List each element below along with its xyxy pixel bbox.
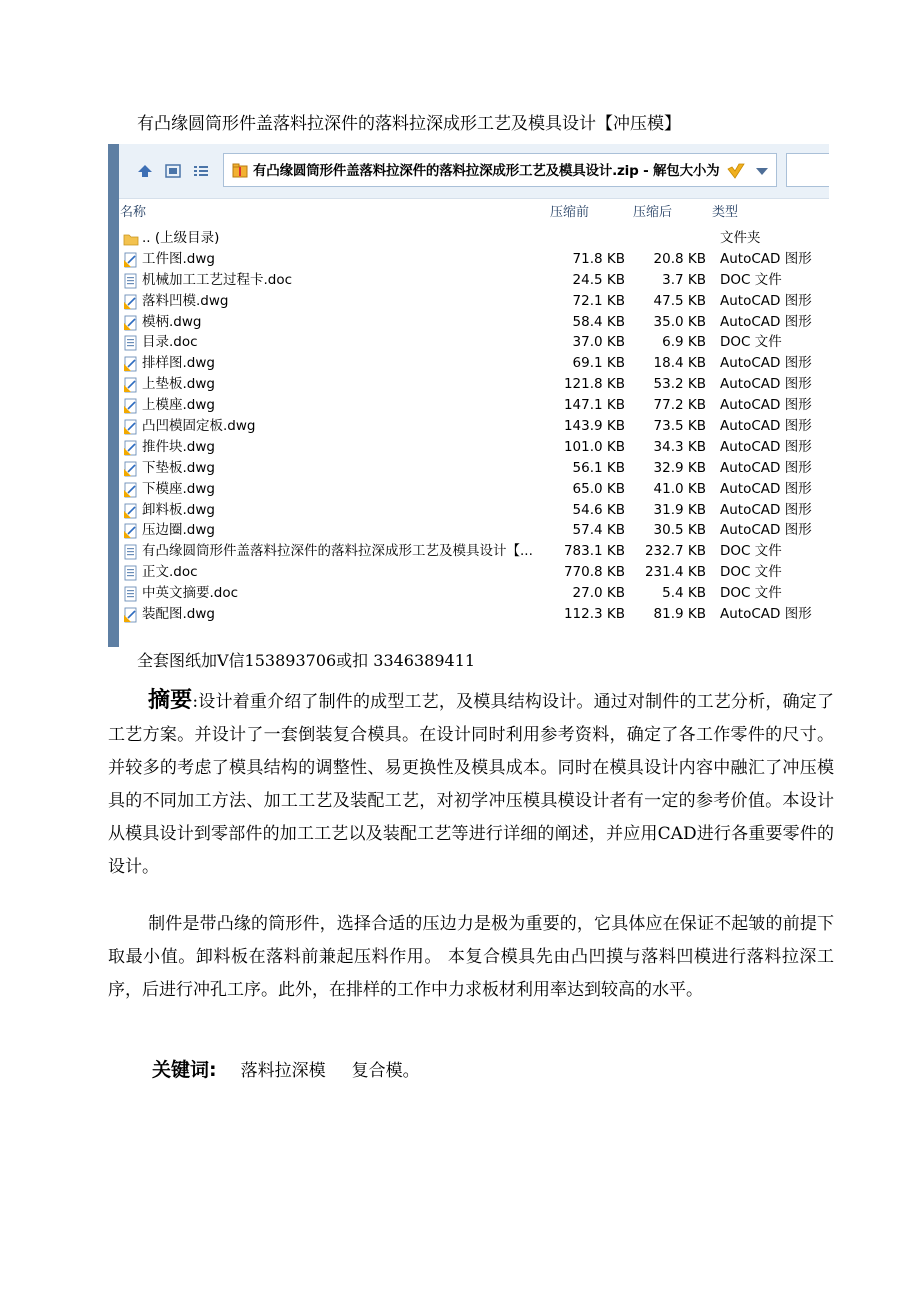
file-compressed-size: 81.9 KB [653, 606, 706, 623]
file-compressed-size: 32.9 KB [653, 459, 706, 476]
file-compressed-size: 18.4 KB [653, 355, 706, 372]
file-type: DOC 文件 [720, 334, 782, 351]
keywords-label: 关键词: [152, 1059, 217, 1081]
up-arrow-icon[interactable] [136, 163, 154, 179]
file-size: 783.1 KB [563, 543, 625, 560]
file-compressed-size: 30.5 KB [653, 522, 706, 539]
abstract-text: :设计着重介绍了制件的成型工艺，及模具结构设计。通过对制件的工艺分析，确定了工艺方案。并设计了一套倒装复合模具。在设计同时利用参考资料，确定了各工作零件的尺寸。并较多的考虑了模具结构的调整性、易更换性及模具成本。同时在模具设计内容中融汇了冲压模具的不同加工方法、加工工艺及装配工艺，对初学冲压模具模设计者有一定的参考价值。本设计从模具设计到零部件的加工工艺以及装配工艺等进行详细的阐述，并应用CAD进行各重要零件的设计。 [108, 692, 834, 877]
column-header-type[interactable]: 类型 [712, 205, 739, 220]
file-compressed-size: 53.2 KB [653, 376, 706, 393]
file-row[interactable] [119, 583, 829, 604]
file-row[interactable] [119, 249, 829, 270]
file-type: AutoCAD 图形 [720, 438, 812, 455]
file-name: 机械加工工艺过程卡.doc [142, 271, 293, 288]
file-row[interactable] [119, 541, 829, 562]
file-name: 装配图.dwg [142, 606, 215, 623]
file-name: 排样图.dwg [142, 355, 215, 372]
file-size: 112.3 KB [563, 606, 625, 623]
file-row[interactable] [119, 458, 829, 479]
dwg-file-icon [123, 461, 139, 477]
file-compressed-size: 6.9 KB [662, 334, 706, 351]
file-name: 下垫板.dwg [142, 459, 215, 476]
file-compressed-size: 20.8 KB [653, 250, 706, 267]
file-size: 58.4 KB [572, 313, 625, 330]
file-name: 卸料板.dwg [142, 501, 215, 518]
file-size: 121.8 KB [563, 376, 625, 393]
file-compressed-size: 35.0 KB [653, 313, 706, 330]
file-row[interactable] [119, 562, 829, 583]
file-row[interactable] [119, 291, 829, 312]
file-compressed-size: 34.3 KB [653, 438, 706, 455]
file-size: 56.1 KB [572, 459, 625, 476]
file-type: AutoCAD 图形 [720, 292, 812, 309]
dwg-file-icon [123, 503, 139, 519]
chevron-down-icon[interactable] [755, 166, 769, 176]
file-row[interactable] [119, 312, 829, 333]
file-row[interactable] [119, 228, 829, 249]
checkmark-icon [726, 162, 746, 180]
file-row[interactable] [119, 395, 829, 416]
dwg-file-icon [123, 377, 139, 393]
file-row[interactable] [119, 604, 829, 625]
doc-file-icon [123, 586, 139, 602]
file-name: 上垫板.dwg [142, 376, 215, 393]
file-name: 正文.doc [142, 564, 198, 581]
file-size: 27.0 KB [572, 585, 625, 602]
doc-file-icon [123, 544, 139, 560]
abstract-paragraph-2-text: 制件是带凸缘的筒形件，选择合适的压边力是极为重要的，它具体应在保证不起皱的前提下取最小值。卸料板在落料前兼起压料作用。 本复合模具先由凸凹摸与落料凹模进行落料拉深工序，后进行冲孔工序。此外，在排样的工作中力求板材利用率达到较高的水平。 [108, 914, 834, 1000]
column-headers [119, 202, 829, 224]
file-size: 72.1 KB [572, 292, 625, 309]
file-type: AutoCAD 图形 [720, 522, 812, 539]
window-edge [108, 144, 119, 647]
file-row[interactable] [119, 479, 829, 500]
file-name: 工件图.dwg [142, 250, 215, 267]
file-row[interactable] [119, 520, 829, 541]
zip-archive-icon [232, 163, 248, 178]
file-type: DOC 文件 [720, 585, 782, 602]
file-compressed-size: 5.4 KB [662, 585, 706, 602]
file-size: 147.1 KB [563, 397, 625, 414]
file-size: 57.4 KB [572, 522, 625, 539]
abstract-label: 摘要 [148, 688, 193, 713]
file-type: DOC 文件 [720, 543, 782, 560]
file-type: DOC 文件 [720, 271, 782, 288]
contact-line: 全套图纸加V信153893706或扣 3346389411 [137, 651, 476, 670]
file-type: AutoCAD 图形 [720, 355, 812, 372]
file-name: 下模座.dwg [142, 480, 215, 497]
file-size: 65.0 KB [572, 480, 625, 497]
file-name: 压边圈.dwg [142, 522, 215, 539]
file-compressed-size: 77.2 KB [653, 397, 706, 414]
file-compressed-size: 232.7 KB [644, 543, 706, 560]
archive-path: 有凸缘圆筒形件盖落料拉深件的落料拉深成形工艺及模具设计.zip - 解包大小为 [253, 163, 720, 179]
file-type: AutoCAD 图形 [720, 606, 812, 623]
doc-file-icon [123, 565, 139, 581]
file-row[interactable] [119, 353, 829, 374]
dwg-file-icon [123, 294, 139, 310]
file-row[interactable] [119, 332, 829, 353]
dwg-file-icon [123, 315, 139, 331]
file-type: AutoCAD 图形 [720, 313, 812, 330]
dwg-file-icon [123, 607, 139, 623]
keyword: 落料拉深模 [240, 1061, 326, 1081]
file-compressed-size: 31.9 KB [653, 501, 706, 518]
file-name: 模柄.dwg [142, 313, 202, 330]
file-name: 上模座.dwg [142, 397, 215, 414]
doc-file-icon [123, 335, 139, 351]
file-type: DOC 文件 [720, 564, 782, 581]
column-header-size[interactable]: 压缩前 [550, 205, 590, 220]
column-header-name[interactable]: 名称 [120, 205, 147, 220]
file-row[interactable] [119, 500, 829, 521]
details-view-icon[interactable] [164, 163, 182, 179]
file-compressed-size: 41.0 KB [653, 480, 706, 497]
keywords-line [152, 1054, 752, 1088]
file-type: AutoCAD 图形 [720, 459, 812, 476]
archive-window [108, 144, 829, 647]
abstract-paragraph [108, 684, 834, 884]
file-name: 中英文摘要.doc [142, 585, 239, 602]
dwg-file-icon [123, 482, 139, 498]
file-compressed-size: 3.7 KB [662, 271, 706, 288]
keyword: 复合模。 [351, 1061, 420, 1081]
doc-file-icon [123, 273, 139, 289]
file-type: AutoCAD 图形 [720, 501, 812, 518]
file-compressed-size: 231.4 KB [644, 564, 706, 581]
dwg-file-icon [123, 419, 139, 435]
file-size: 770.8 KB [563, 564, 625, 581]
file-name: 落料凹模.dwg [142, 292, 229, 309]
file-name: 目录.doc [142, 334, 198, 351]
file-name: 凸凹模固定板.dwg [142, 418, 256, 435]
file-size: 24.5 KB [572, 271, 625, 288]
file-list [119, 228, 829, 625]
file-row[interactable] [119, 270, 829, 291]
file-type: AutoCAD 图形 [720, 418, 812, 435]
file-size: 54.6 KB [572, 501, 625, 518]
toolbar [119, 144, 829, 199]
file-row[interactable] [119, 374, 829, 395]
dwg-file-icon [123, 523, 139, 539]
dwg-file-icon [123, 440, 139, 456]
file-compressed-size: 47.5 KB [653, 292, 706, 309]
document-title: 有凸缘圆筒形件盖落料拉深件的落料拉深成形工艺及模具设计【冲压模】 [137, 114, 681, 134]
file-name: 有凸缘圆筒形件盖落料拉深件的落料拉深成形工艺及模具设计【... [142, 543, 533, 560]
file-size: 69.1 KB [572, 355, 625, 372]
dwg-file-icon [123, 252, 139, 268]
path-bar[interactable] [223, 153, 777, 187]
file-type: 文件夹 [720, 230, 761, 246]
folder-icon [123, 231, 139, 247]
dwg-file-icon [123, 356, 139, 372]
file-size: 143.9 KB [563, 418, 625, 435]
file-size: 101.0 KB [563, 438, 625, 455]
file-type: AutoCAD 图形 [720, 480, 812, 497]
file-type: AutoCAD 图形 [720, 397, 812, 414]
file-name: .. (上级目录) [142, 230, 220, 246]
dwg-file-icon [123, 398, 139, 414]
file-compressed-size: 73.5 KB [653, 418, 706, 435]
file-row[interactable] [119, 437, 829, 458]
file-row[interactable] [119, 416, 829, 437]
file-size: 37.0 KB [572, 334, 625, 351]
abstract-paragraph-2 [108, 908, 834, 1007]
search-input[interactable] [786, 153, 829, 187]
file-type: AutoCAD 图形 [720, 250, 812, 267]
file-type: AutoCAD 图形 [720, 376, 812, 393]
file-size: 71.8 KB [572, 250, 625, 267]
file-name: 推件块.dwg [142, 438, 215, 455]
list-view-icon[interactable] [192, 163, 210, 179]
column-header-compressed[interactable]: 压缩后 [633, 205, 673, 220]
